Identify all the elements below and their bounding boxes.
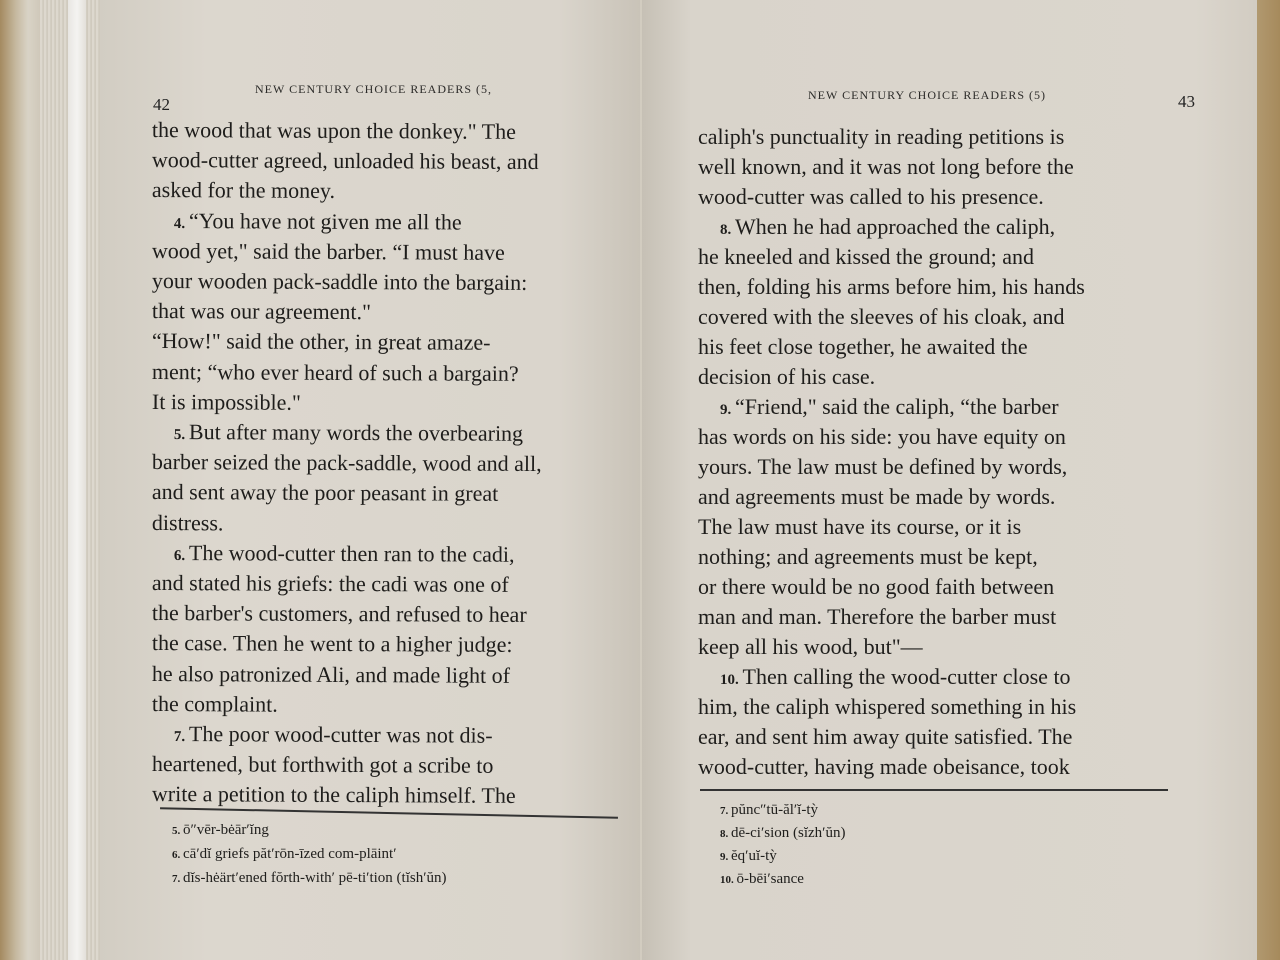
line-text: barber seized the pack-saddle, wood and all, bbox=[151, 449, 542, 477]
text-line bbox=[698, 544, 1038, 570]
paragraph-number: 7. bbox=[173, 728, 189, 746]
text-line bbox=[152, 238, 505, 266]
text-line bbox=[152, 177, 335, 204]
line-text: distress. bbox=[151, 509, 224, 535]
text-line bbox=[698, 244, 1034, 270]
footnote-text: cā′dĭ griefs păt′rōn-īzed com-plāint′ bbox=[183, 846, 397, 862]
line-text: heartened, but forthwith got a scribe to bbox=[151, 751, 494, 778]
line-text: has words on his side: you have equity on bbox=[698, 424, 1066, 449]
line-text: wood-cutter was called to his presence. bbox=[698, 184, 1044, 209]
line-text: that was our agreement." bbox=[151, 298, 372, 325]
text-line bbox=[152, 147, 539, 175]
line-text: man and man. Therefore the barber must bbox=[698, 604, 1057, 629]
line-text: The poor wood-cutter was not dis- bbox=[188, 721, 493, 748]
line-text: The wood-cutter then ran to the cadi, bbox=[188, 539, 515, 567]
footnote-number: 7. bbox=[720, 805, 731, 817]
line-text: Then calling the wood-cutter close to bbox=[742, 664, 1071, 689]
line-text: “You have not given me all the bbox=[188, 207, 462, 235]
text-line bbox=[152, 479, 499, 507]
text-line bbox=[152, 600, 527, 628]
text-line bbox=[174, 540, 515, 568]
line-text: wood yet," said the barber. “I must have bbox=[151, 237, 505, 265]
footnote-number: 10. bbox=[720, 874, 737, 886]
text-line bbox=[152, 328, 491, 356]
line-text: or there would be no good faith between bbox=[698, 574, 1055, 599]
footnote bbox=[720, 802, 818, 819]
line-text: decision of his case. bbox=[698, 364, 876, 389]
footnote-number: 8. bbox=[720, 828, 731, 840]
running-head: NEW CENTURY CHOICE READERS (5, bbox=[255, 82, 492, 96]
paragraph-number: 9. bbox=[720, 402, 735, 418]
text-line bbox=[152, 691, 278, 718]
paragraph-number: 8. bbox=[720, 222, 735, 238]
line-text: and agreements must be made by words. bbox=[698, 484, 1056, 509]
page-number: 43 bbox=[1178, 92, 1195, 111]
text-line bbox=[152, 449, 542, 477]
line-text: keep all his wood, but"— bbox=[698, 634, 923, 659]
text-line bbox=[152, 570, 509, 598]
text-line bbox=[698, 154, 1074, 180]
right-page bbox=[642, 0, 1257, 960]
line-text: covered with the sleeves of his cloak, and bbox=[698, 304, 1065, 329]
text-line bbox=[152, 389, 301, 416]
text-line bbox=[152, 298, 371, 325]
footnote-text: ĕq′uĭ-tỳ bbox=[731, 848, 777, 864]
line-text: he also patronized Ali, and made light of bbox=[151, 660, 511, 688]
text-line bbox=[152, 510, 224, 536]
footnote bbox=[172, 870, 446, 887]
text-line bbox=[698, 634, 923, 660]
paragraph-number: 10. bbox=[720, 672, 743, 688]
text-line bbox=[720, 214, 1055, 240]
paragraph-number: 5. bbox=[173, 426, 189, 444]
text-line bbox=[152, 781, 516, 809]
text-line bbox=[174, 419, 523, 447]
running-head: NEW CENTURY CHOICE READERS (5) bbox=[808, 88, 1046, 102]
text-line bbox=[698, 724, 1072, 750]
paragraph-number: 6. bbox=[173, 547, 189, 564]
footnote-text: ō-bēi′sance bbox=[736, 871, 804, 887]
footnote bbox=[172, 846, 397, 863]
text-line bbox=[698, 514, 1021, 540]
line-text: ear, and sent him away quite satisfied. The bbox=[698, 724, 1073, 749]
text-line bbox=[698, 334, 1028, 360]
line-text: write a petition to the caliph himself. The bbox=[151, 781, 516, 809]
text-line bbox=[698, 754, 1070, 780]
line-text: nothing; and agreements must be kept, bbox=[698, 544, 1038, 569]
text-line bbox=[174, 721, 493, 749]
text-line bbox=[152, 751, 494, 779]
line-text: well known, and it was not long before the bbox=[698, 154, 1074, 179]
footnote-text: pŭnc″tū-ăl′ĭ-tỳ bbox=[731, 802, 819, 818]
line-text: he kneeled and kissed the ground; and bbox=[698, 244, 1035, 269]
text-line bbox=[698, 484, 1055, 510]
line-text: your wooden pack-saddle into the bargain: bbox=[151, 268, 528, 295]
text-line bbox=[152, 117, 516, 145]
text-line bbox=[152, 268, 527, 296]
text-line bbox=[698, 124, 1064, 150]
line-text: the complaint. bbox=[151, 690, 278, 717]
line-text: “How!" said the other, in great amaze- bbox=[151, 328, 491, 356]
page-number: 42 bbox=[153, 95, 170, 114]
footnote-number: 7. bbox=[172, 873, 183, 885]
footnote-text: dĭs-hėärt′ened fŏrth-with′ pē-ti′tion (tĭsh′ŭn) bbox=[183, 870, 447, 886]
paragraph-number: 4. bbox=[173, 215, 189, 232]
footnote bbox=[720, 848, 777, 865]
footnote-text: ō″vēr-bėār′ĭng bbox=[183, 822, 269, 838]
line-text: asked for the money. bbox=[151, 177, 336, 204]
line-text: then, folding his arms before him, his hands bbox=[698, 274, 1085, 299]
line-text: “Friend," said the caliph, “the barber bbox=[735, 394, 1059, 419]
text-line bbox=[698, 184, 1044, 210]
text-line bbox=[152, 630, 513, 658]
text-line bbox=[698, 454, 1067, 480]
footnote bbox=[720, 825, 845, 842]
footnote-rule bbox=[160, 807, 618, 818]
footnote-text: dē-ci′sion (sĭzh′ŭn) bbox=[731, 825, 846, 841]
line-text: the barber's customers, and refused to hear bbox=[151, 600, 527, 628]
text-line bbox=[698, 364, 875, 390]
line-text: It is impossible." bbox=[151, 388, 301, 415]
text-line bbox=[152, 661, 510, 689]
ribbon-marker bbox=[68, 0, 86, 960]
footnote bbox=[720, 871, 804, 888]
line-text: the case. Then he went to a higher judge: bbox=[151, 630, 513, 658]
text-line bbox=[152, 359, 519, 387]
line-text: and stated his griefs: the cadi was one of bbox=[151, 570, 509, 597]
text-line bbox=[698, 274, 1085, 300]
book-cover-edge bbox=[0, 0, 40, 960]
line-text: ment; “who ever heard of such a bargain? bbox=[151, 358, 519, 386]
line-text: When he had approached the caliph, bbox=[735, 214, 1056, 239]
text-line bbox=[698, 424, 1066, 450]
line-text: him, the caliph whispered something in his bbox=[698, 694, 1077, 719]
line-text: wood-cutter, having made obeisance, took bbox=[698, 754, 1070, 779]
footnote-number: 5. bbox=[172, 825, 183, 837]
line-text: wood-cutter agreed, unloaded his beast, and bbox=[151, 147, 539, 175]
footnote-number: 6. bbox=[172, 849, 183, 861]
line-text: and sent away the poor peasant in great bbox=[151, 479, 499, 507]
text-line bbox=[174, 208, 462, 236]
text-line bbox=[698, 574, 1054, 600]
footnote-number: 9. bbox=[720, 851, 731, 863]
text-line bbox=[698, 304, 1065, 330]
footnote-rule bbox=[700, 789, 1168, 791]
left-page bbox=[100, 0, 640, 960]
line-text: his feet close together, he awaited the bbox=[698, 334, 1028, 359]
text-line bbox=[720, 664, 1071, 690]
text-line bbox=[698, 604, 1056, 630]
line-text: But after many words the overbearing bbox=[188, 419, 524, 446]
text-line bbox=[698, 694, 1076, 720]
text-line bbox=[720, 394, 1059, 420]
line-text: The law must have its course, or it is bbox=[698, 514, 1022, 539]
line-text: yours. The law must be defined by words, bbox=[698, 454, 1068, 479]
line-text: caliph's punctuality in reading petitions is bbox=[698, 124, 1065, 149]
line-text: the wood that was upon the donkey." The bbox=[151, 117, 516, 144]
footnote bbox=[172, 822, 269, 839]
